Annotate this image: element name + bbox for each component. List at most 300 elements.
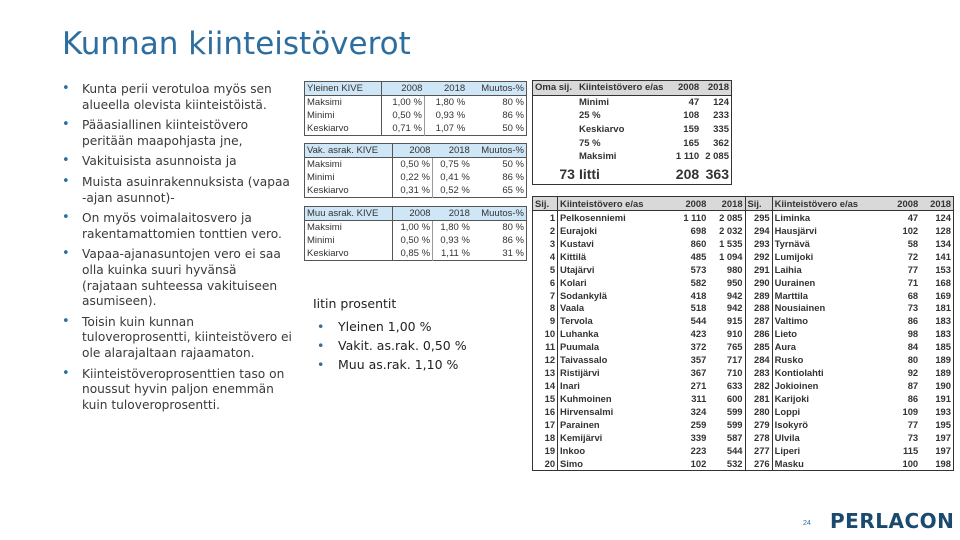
bullet-list: [62, 82, 294, 418]
header-cell: Muu asrak. KIVE: [305, 207, 393, 221]
table-cell: Keskiarvo: [305, 247, 393, 261]
value-cell: 357: [690, 354, 707, 366]
table-row: [305, 221, 527, 235]
value-cell: 47: [907, 211, 919, 223]
rank-cell: 18: [544, 431, 556, 443]
value-cell: 134: [935, 237, 951, 249]
rank-cell: 286: [745, 327, 772, 340]
table-cell: 86 %: [502, 235, 524, 246]
table-cell: 124: [713, 96, 729, 108]
table-cell: [533, 136, 577, 150]
table-row: [305, 158, 527, 172]
value-cell: 98: [907, 328, 919, 340]
table-row: [533, 405, 954, 418]
rank-cell: 2: [549, 224, 556, 236]
rank-cell: 294: [745, 224, 772, 237]
bullet-dot-icon: •: [62, 365, 70, 381]
table-cell: 0,50 %: [392, 158, 432, 172]
header-cell: 2008: [673, 197, 708, 211]
table-row: [533, 109, 732, 123]
municipality-cell: Liperi: [772, 444, 887, 457]
municipality-cell: Masku: [772, 457, 887, 470]
bullet-item: • Vakituisista asunnoista ja: [62, 153, 237, 169]
municipality-cell: Hirvensalmi: [558, 405, 673, 418]
municipality-cell: Kustavi: [558, 237, 673, 250]
table-header-row: [305, 144, 527, 158]
rank-cell: 282: [745, 379, 772, 392]
header-cell: 2008: [393, 207, 433, 221]
rate-item: • Vakit. as.rak. 0,50 %: [317, 338, 467, 353]
value-cell: 80: [907, 354, 919, 366]
table-cell: 0,52 %: [440, 185, 470, 196]
municipality-cell: Lumijoki: [772, 250, 887, 263]
value-cell: 102: [690, 457, 707, 469]
table-cell: 50 %: [502, 123, 524, 134]
table-cell: 165: [683, 137, 700, 149]
municipality-cell: Luhanka: [558, 327, 673, 340]
value-cell: 189: [935, 367, 951, 379]
table-row: [533, 250, 954, 263]
table-row: [533, 123, 732, 137]
kive-vakituinen-table: [304, 143, 527, 198]
municipality-cell: Ristijärvi: [558, 366, 673, 379]
table-row: [533, 444, 954, 457]
value-cell: 573: [690, 263, 707, 275]
table-cell: 0,75 %: [440, 159, 470, 170]
table-cell: [533, 150, 577, 164]
perlacon-logo: [828, 509, 955, 535]
header-cell: Kiinteistövero e/as: [558, 197, 673, 211]
table-cell: 65 %: [502, 185, 524, 196]
table-row: [533, 340, 954, 353]
table-row: [533, 150, 732, 164]
table-cell: Maksimi: [305, 221, 393, 235]
header-cell: 2008: [672, 81, 701, 96]
table-row: [533, 224, 954, 237]
municipality-cell: Kittilä: [558, 250, 673, 263]
rank-cell: 5: [549, 263, 556, 275]
bullet-item: • Vapaa-ajanasuntojen vero ei saa olla kuinka suuri hyvänsä (rajataan suhteessa vakituiseen asumiseen).: [62, 246, 281, 309]
value-cell: 544: [690, 315, 707, 327]
table-cell: 86 %: [502, 110, 524, 121]
rank-cell: 284: [745, 353, 772, 366]
rank-cell: 10: [544, 328, 556, 340]
rank-cell: 9: [549, 315, 556, 327]
bullet-dot-icon: •: [62, 210, 70, 226]
value-cell: 128: [935, 224, 951, 236]
bullet-dot-icon: •: [317, 338, 325, 353]
rank-cell: 13: [544, 367, 556, 379]
rank-cell: 292: [745, 250, 772, 263]
municipality-cell: Kolari: [558, 276, 673, 289]
value-cell: 197: [935, 444, 951, 456]
bullet-dot-icon: •: [62, 81, 70, 96]
table-row: [305, 234, 527, 247]
table-row: [305, 184, 527, 198]
rank-cell: 277: [745, 444, 772, 457]
municipality-cell: Puumala: [558, 340, 673, 353]
value-cell: 87: [907, 380, 919, 392]
value-cell: 193: [935, 405, 951, 417]
header-cell: Sij.: [533, 197, 558, 211]
value-cell: 124: [935, 211, 951, 223]
municipality-cell: Lieto: [772, 327, 887, 340]
value-cell: 197: [935, 431, 951, 443]
table-row: [305, 171, 527, 184]
municipality-cell: Rusko: [772, 353, 887, 366]
table-cell: 1,80 %: [435, 97, 466, 108]
municipality-cell: Ulvila: [772, 431, 887, 444]
logo-text: PERLACON: [830, 509, 955, 533]
value-cell: 223: [690, 444, 707, 456]
rank-cell: 287: [745, 314, 772, 327]
bullet-dot-icon: •: [62, 173, 70, 189]
iitti-rates: [313, 296, 467, 374]
header-cell: Vak. asrak. KIVE: [305, 144, 393, 158]
rate-item: • Yleinen 1,00 %: [317, 319, 432, 334]
value-cell: 115: [903, 444, 919, 456]
slide-title: Kunnan kiinteistöverot: [62, 26, 411, 62]
table-cell: 0,93 %: [440, 235, 470, 246]
bullet-item: • Kiinteistöveroprosenttien taso on noussut hyvin paljon enemmän kuin tuloveroprosentti.: [62, 365, 285, 412]
rank-cell: 15: [544, 393, 556, 405]
value-cell: 185: [935, 341, 951, 353]
value-cell: 418: [690, 289, 707, 301]
bullet-item: • Toisin kuin kunnan tuloveroprosentti, kiinteistövero ei ole alarajaltaan rajaamaton.: [62, 313, 292, 360]
kive-muu-table: [304, 206, 527, 261]
value-cell: 183: [935, 315, 951, 327]
rank-cell: 290: [745, 276, 772, 289]
value-cell: 339: [690, 431, 707, 443]
municipality-cell: Uurainen: [772, 276, 887, 289]
value-cell: 86: [907, 315, 919, 327]
value-cell: 587: [726, 431, 743, 443]
value-cell: 599: [726, 418, 743, 430]
header-cell: Sij.: [745, 197, 772, 211]
header-cell: 2008: [392, 144, 432, 158]
header-cell: Muutos-%: [472, 144, 527, 158]
table-row: [305, 247, 527, 261]
header-cell: 2018: [424, 82, 467, 96]
municipality-cell: Simo: [558, 457, 673, 470]
rank-cell: 11: [545, 341, 556, 353]
value-cell: 532: [726, 457, 743, 469]
table-cell: Minimi: [305, 234, 393, 247]
table-cell: 362: [713, 137, 729, 149]
table-row: [533, 210, 954, 223]
table-row: [533, 263, 954, 276]
header-cell: 2018: [432, 144, 471, 158]
table-row: [305, 109, 527, 122]
rank-cell: 293: [745, 237, 772, 250]
municipality-cell: Laihia: [772, 263, 887, 276]
value-cell: 717: [726, 354, 743, 366]
header-cell: Kiinteistövero e/as: [577, 81, 672, 96]
rank-cell: 295: [745, 210, 772, 223]
rank-cell: 285: [745, 340, 772, 353]
value-cell: 372: [690, 341, 707, 353]
bullet-item: • Kunta perii verotuloa myös sen alueella olevista kiinteistöistä.: [62, 81, 272, 112]
oma-sijoitus-table: [532, 80, 732, 185]
header-cell: 2008: [888, 197, 921, 211]
table-cell: 1,07 %: [435, 123, 466, 134]
table-row: [533, 276, 954, 289]
bullet-item: • On myös voimalaitosvero ja rakentamattomien tonttien vero.: [62, 210, 282, 241]
table-cell: 0,31 %: [392, 184, 432, 198]
bullet-item: • Muista asuinrakennuksista (vapaa -ajan asunnot)-: [62, 173, 290, 205]
table-cell: 50 %: [502, 159, 524, 170]
table-row: [305, 122, 527, 136]
value-cell: 92: [907, 367, 919, 379]
value-cell: 2 032: [719, 224, 743, 236]
value-cell: 599: [726, 405, 743, 417]
table-cell: 1,80 %: [440, 222, 470, 233]
municipality-cell: Inkoo: [558, 444, 673, 457]
value-cell: 324: [690, 405, 707, 417]
rank-cell: 17: [544, 418, 556, 430]
value-cell: 633: [726, 380, 743, 392]
table-cell: [533, 109, 577, 123]
municipality-cell: Parainen: [558, 418, 673, 431]
table-cell: Maksimi: [578, 151, 617, 163]
table-header-row: [533, 81, 732, 96]
header-cell: Kiinteistövero e/as: [772, 197, 887, 211]
rank-cell: 291: [745, 263, 772, 276]
bullet-dot-icon: •: [317, 319, 325, 334]
table-row: [533, 289, 954, 302]
bullet-item: • Pääasiallinen kiinteistövero peritään maapohjasta jne,: [62, 117, 249, 148]
table-cell: 31 %: [502, 248, 524, 259]
bullet-dot-icon: •: [62, 117, 70, 133]
table-row: [533, 457, 954, 470]
bullet-dot-icon: •: [317, 357, 325, 372]
value-cell: 485: [690, 250, 707, 262]
value-cell: 1 094: [719, 250, 743, 262]
header-cell: 2018: [433, 207, 472, 221]
rank-cell: 278: [745, 431, 772, 444]
value-cell: 189: [935, 354, 951, 366]
rate-item: • Muu as.rak. 1,10 %: [317, 357, 459, 372]
table-cell: 2 085: [705, 151, 729, 163]
value-cell: 58: [907, 237, 919, 249]
rank-cell: 283: [745, 366, 772, 379]
value-cell: 942: [726, 289, 743, 301]
table-cell: 86 %: [502, 172, 524, 183]
table-row: [305, 96, 527, 110]
value-cell: 141: [935, 250, 951, 262]
table-header-row: [533, 197, 954, 211]
table-row: [533, 379, 954, 392]
own-municipality-row: [533, 164, 732, 185]
table-cell: 47: [688, 96, 700, 108]
value-cell: 169: [935, 289, 951, 301]
value-cell: 191: [935, 393, 951, 405]
table-cell: 0,22 %: [392, 171, 432, 184]
municipality-cell: Nousiainen: [772, 302, 887, 315]
table-cell: 108: [683, 110, 700, 122]
table-cell: Keskiarvo: [305, 184, 393, 198]
value-cell: 942: [726, 302, 743, 314]
rank-cell: 276: [745, 457, 772, 470]
table-cell: 0,41 %: [440, 172, 470, 183]
rank-cell: 4: [549, 250, 556, 262]
table-header-row: [305, 82, 527, 96]
table-row: [533, 353, 954, 366]
table-row: [533, 95, 732, 109]
table-cell: Maksimi: [305, 158, 393, 172]
table-cell: 1,00 %: [393, 221, 433, 235]
table-row: [533, 418, 954, 431]
value-cell: 980: [726, 263, 743, 275]
rank-cell: 12: [544, 354, 556, 366]
value-cell: 915: [726, 315, 743, 327]
rank-cell: 280: [745, 405, 772, 418]
table-cell: 1,00 %: [381, 96, 424, 110]
rank-cell: 14: [544, 380, 556, 392]
table-cell: Minimi: [578, 96, 610, 108]
rank-cell: 288: [745, 302, 772, 315]
value-cell: 271: [690, 380, 707, 392]
municipality-cell: Marttila: [772, 289, 887, 302]
value-cell: 100: [902, 457, 919, 469]
rank-cell: 289: [745, 289, 772, 302]
rank-cell: 279: [745, 418, 772, 431]
bullet-dot-icon: •: [62, 246, 70, 262]
value-cell: 72: [907, 250, 919, 262]
table-cell: 159: [683, 124, 700, 136]
value-cell: 311: [691, 393, 707, 405]
header-cell: Muutos-%: [467, 82, 526, 96]
value-cell: 600: [726, 393, 743, 405]
value-cell: 84: [907, 341, 919, 353]
municipality-cell: Kontiolahti: [772, 366, 887, 379]
municipality-cell: Eurajoki: [558, 224, 673, 237]
table-cell: Minimi: [305, 109, 382, 122]
header-cell: 2018: [708, 197, 745, 211]
table-row: [533, 237, 954, 250]
table-cell: 25 %: [578, 110, 601, 122]
value-cell: 423: [690, 328, 707, 340]
value-cell: 73: [907, 302, 919, 314]
municipality-cell: Utajärvi: [558, 263, 673, 276]
value-cell: 73: [907, 431, 919, 443]
kive-yleinen-table: [304, 81, 527, 136]
municipality-cell: Hausjärvi: [772, 224, 887, 237]
value-cell: 950: [726, 276, 743, 288]
municipality-cell: Liminka: [772, 210, 887, 223]
municipality-cell: Kemijärvi: [558, 431, 673, 444]
rates-title: Iitin prosentit: [313, 296, 397, 311]
value-cell: 71: [907, 276, 919, 288]
own-cell: 73: [559, 165, 575, 182]
value-cell: 109: [902, 405, 919, 417]
table-cell: 0,93 %: [435, 110, 466, 121]
table-cell: 0,85 %: [393, 247, 433, 261]
municipality-cell: Loppi: [772, 405, 887, 418]
rank-cell: 3: [549, 237, 556, 249]
table-row: [533, 431, 954, 444]
table-row: [533, 327, 954, 340]
value-cell: 195: [935, 418, 951, 430]
table-cell: 0,71 %: [381, 122, 424, 136]
municipality-cell: Jokioinen: [772, 379, 887, 392]
header-cell: Oma sij.: [533, 81, 577, 96]
rank-cell: 16: [544, 405, 556, 417]
table-cell: Keskiarvo: [305, 122, 382, 136]
table-cell: 80 %: [502, 97, 524, 108]
value-cell: 259: [690, 418, 707, 430]
municipality-cell: Tyrnävä: [772, 237, 887, 250]
value-cell: 198: [935, 457, 951, 469]
value-cell: 68: [907, 289, 919, 301]
municipality-cell: Isokyrö: [772, 418, 887, 431]
table-cell: 335: [713, 124, 729, 136]
bullet-dot-icon: •: [62, 153, 70, 169]
header-cell: 2018: [920, 197, 953, 211]
value-cell: 102: [902, 224, 919, 236]
value-cell: 183: [935, 328, 951, 340]
value-cell: 168: [935, 276, 951, 288]
table-cell: 1,11 %: [441, 248, 470, 259]
table-cell: [533, 95, 577, 109]
value-cell: 181: [935, 302, 951, 314]
value-cell: 582: [690, 276, 707, 288]
table-row: [533, 314, 954, 327]
table-cell: Minimi: [305, 171, 393, 184]
rank-cell: 20: [544, 457, 556, 469]
rank-cell: 19: [544, 444, 556, 456]
own-cell: Iitti: [578, 165, 600, 182]
table-cell: [533, 123, 577, 137]
value-cell: 77: [907, 418, 919, 430]
value-cell: 544: [726, 444, 743, 456]
table-cell: Keskiarvo: [578, 124, 625, 136]
value-cell: 698: [690, 224, 707, 236]
value-cell: 190: [935, 380, 951, 392]
header-cell: 2018: [701, 81, 731, 96]
table-cell: 75 %: [578, 137, 601, 149]
table-header-row: [305, 207, 527, 221]
ranking-table: [532, 196, 954, 471]
rank-cell: 8: [549, 302, 556, 314]
header-cell: 2008: [381, 82, 424, 96]
value-cell: 77: [907, 263, 919, 275]
header-cell: Muutos-%: [472, 207, 527, 221]
value-cell: 518: [690, 302, 707, 314]
table-cell: 0,50 %: [393, 234, 433, 247]
municipality-cell: Sodankylä: [558, 289, 673, 302]
municipality-cell: Taivassalo: [558, 353, 673, 366]
table-cell: 1 110: [675, 151, 700, 163]
municipality-cell: Tervola: [558, 314, 673, 327]
table-cell: 233: [713, 110, 729, 122]
municipality-cell: Aura: [772, 340, 887, 353]
value-cell: 153: [935, 263, 951, 275]
table-row: [533, 392, 954, 405]
rank-cell: 6: [549, 276, 556, 288]
municipality-cell: Karijoki: [772, 392, 887, 405]
rank-cell: 1: [549, 211, 556, 223]
own-cell: 208: [675, 165, 700, 182]
table-row: [533, 136, 732, 150]
rank-cell: 7: [549, 289, 556, 301]
municipality-cell: Pelkosenniemi: [558, 210, 673, 223]
municipality-cell: Vaala: [558, 302, 673, 315]
municipality-cell: Inari: [558, 379, 673, 392]
municipality-cell: Valtimo: [772, 314, 887, 327]
value-cell: 86: [907, 393, 919, 405]
value-cell: 910: [726, 328, 743, 340]
